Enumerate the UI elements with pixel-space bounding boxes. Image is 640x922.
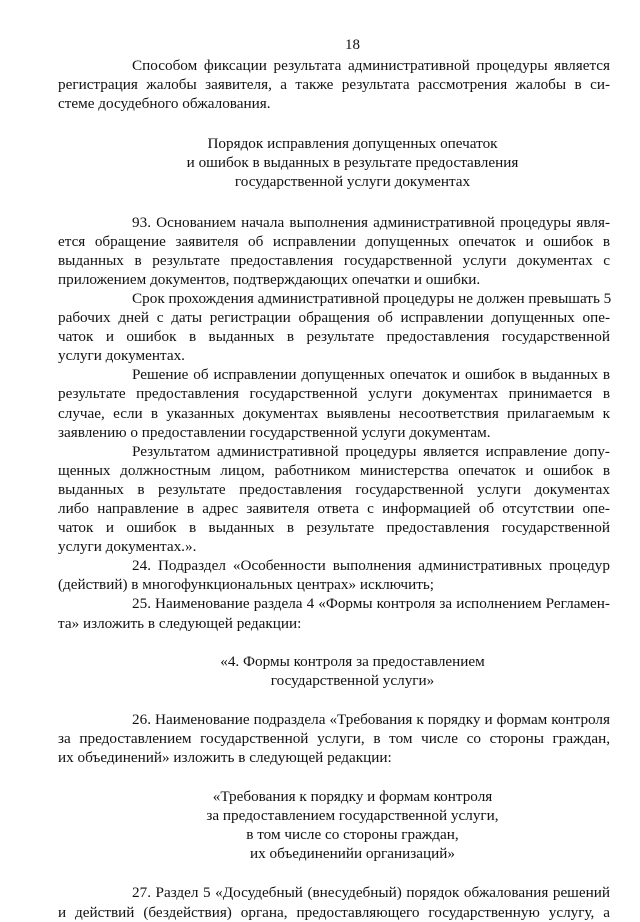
text-line: 24. Подраздел «Особенности выполнения административных процедур (132, 557, 610, 575)
page-number: 18 (345, 37, 360, 53)
text-line: Результатом административной процедуры является исправление допу- (132, 442, 610, 460)
section-heading-control-forms (95, 652, 610, 690)
text-line: приложением документов, подтверждающих опечатки и ошибки. (58, 270, 481, 288)
heading-line: «Требования к порядку и формам контроля (212, 788, 493, 806)
text-line: услуги документах. (58, 347, 185, 365)
text-line: 93. Основанием начала выполнения административной процедуры явля- (132, 213, 610, 231)
text-line: чаток и ошибок в выданных в результате предоставления государственной (58, 519, 610, 537)
text-line: их объединений» изложить в следующей редакции: (58, 749, 392, 766)
text-line: регистрация жалобы заявителя, а также результата рассмотрения жалобы в си- (58, 76, 610, 94)
text-line: стеме досудебного обжалования. (58, 95, 271, 113)
paragraph-result (58, 442, 610, 557)
heading-line: за предоставлением государственной услуги, (206, 807, 499, 825)
text-line: Срок прохождения административной процедуры не должен превышать 5 (132, 289, 612, 307)
heading-line: государственной услуги» (270, 671, 435, 689)
text-line: 26. Наименование подраздела «Требования к порядку и формам контроля (132, 710, 610, 728)
text-line: услуги документах.». (58, 538, 197, 556)
paragraph-deadline (58, 289, 612, 365)
paragraph-fixation-method (58, 56, 610, 113)
text-line: либо направление в адрес заявителя ответа с информацией об отсутствии опе- (58, 499, 610, 517)
paragraph-24 (58, 556, 610, 594)
text-line: выданных в результате предоставления государственной услуги документах (58, 480, 610, 498)
text-line: за предоставлением государственной услуги, в том числе со стороны граждан, (58, 729, 610, 747)
text-line: Способом фиксации результата административной процедуры является (132, 57, 610, 74)
text-line: Решение об исправлении допущенных опечаток и ошибок в выданных в (132, 366, 610, 384)
text-line: заявлению о предоставлении государственной услуги документам. (58, 423, 491, 441)
text-line: та» изложить в следующей редакции: (58, 614, 302, 632)
text-line: и действий (бездействия) органа, предоставляющего государственную услугу, а (58, 903, 610, 921)
text-line: результате предоставления государственной услуги документах принимается в (58, 385, 610, 403)
heading-line: и ошибок в выданных в результате предоставления (186, 154, 519, 172)
heading-line: государственной услуги документах (234, 173, 471, 191)
text-line: чаток и ошибок в выданных в результате предоставления государственной (58, 328, 610, 346)
heading-line: Порядок исправления допущенных опечаток (207, 135, 498, 153)
section-heading-corrections (95, 134, 610, 191)
text-line: щенных должностным лицом, работником министерства опечаток и ошибок в (58, 461, 610, 479)
text-line: ется обращение заявителя об исправлении допущенных опечаток и ошибок в (58, 232, 610, 250)
paragraph-27 (58, 883, 610, 921)
heading-line: в том числе со стороны граждан, (246, 826, 459, 844)
text-line: рабочих дней с даты регистрации обращения об исправлении допущенных опе- (58, 309, 610, 327)
text-line: случае, если в указанных документах выявлены несоответствия прилагаемым к (58, 404, 610, 422)
paragraph-26 (58, 710, 610, 767)
text-line: 27. Раздел 5 «Досудебный (внесудебный) порядок обжалования решений (132, 884, 610, 902)
paragraph-93 (58, 213, 610, 289)
heading-line: «4. Формы контроля за предоставлением (220, 652, 485, 670)
heading-line: их объединенийи организаций» (249, 845, 456, 863)
paragraph-25 (58, 594, 610, 632)
section-heading-control-requirements (95, 787, 610, 863)
document-page (58, 36, 612, 922)
text-line: выданных в результате предоставления государственной услуги документах с (58, 251, 610, 269)
text-line: (действий) в многофункциональных центрах» исключить; (58, 576, 434, 594)
text-line: 25. Наименование раздела 4 «Формы контроля за исполнением Регламен- (132, 595, 610, 613)
paragraph-decision (58, 365, 610, 441)
